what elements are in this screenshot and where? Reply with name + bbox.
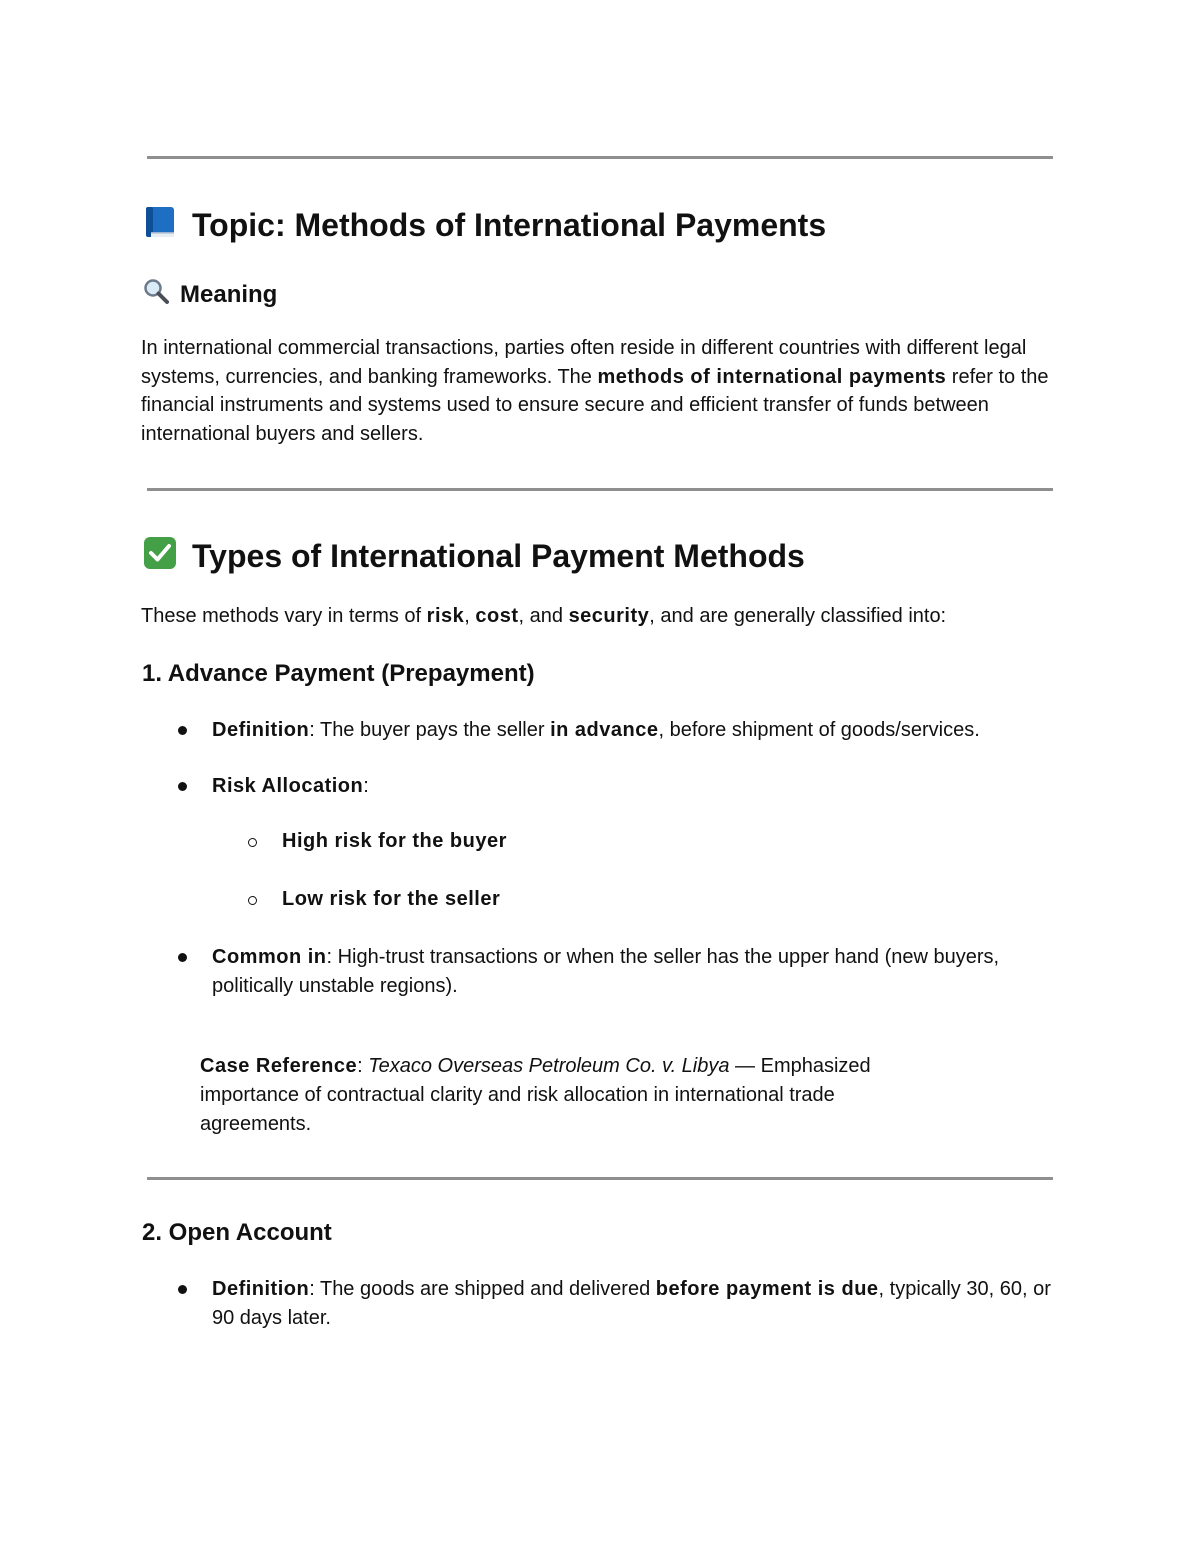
advance-payment-heading: 1. Advance Payment (Prepayment): [142, 660, 535, 687]
blue-book-icon: [142, 204, 180, 248]
meaning-heading-text: Meaning: [180, 281, 278, 308]
horizontal-rule: [147, 1177, 1053, 1180]
bullet-icon: [178, 726, 187, 735]
meaning-heading: [142, 277, 277, 312]
advance-definition-item: Definition: The buyer pays the seller in advance, before shipment of goods/services.: [212, 719, 980, 741]
meaning-paragraph: In international commercial transactions, parties often reside in different countries with different legal systems, currencies, and banking frameworks. The methods of international payments refer to the financial instruments and systems used to ensure secure and efficient transfer of funds between international buyers and sellers.: [141, 337, 1049, 445]
case-name: Texaco Overseas Petroleum Co. v. Libya: [368, 1055, 730, 1077]
advance-risk-item: Risk Allocation:: [212, 775, 369, 797]
horizontal-rule: [147, 488, 1053, 491]
bullet-icon: [178, 782, 187, 791]
open-account-heading: 2. Open Account: [142, 1219, 332, 1246]
advance-common-item: Common in: High-trust transactions or when the seller has the upper hand (new buyers, politically unstable regions).: [212, 946, 1000, 997]
circle-bullet-icon: [248, 896, 257, 905]
horizontal-rule: [147, 156, 1053, 159]
risk-sub-item: High risk for the buyer: [282, 830, 507, 852]
risk-sub-item: Low risk for the seller: [282, 888, 501, 910]
bullet-icon: [178, 1285, 187, 1294]
case-reference-note: Case Reference: Texaco Overseas Petroleum Co. v. Libya — Emphasized importance of contractual clarity and risk allocation in international trade agreements.: [200, 1055, 871, 1135]
page-title: [142, 204, 826, 248]
types-intro: These methods vary in terms of risk, cost, and security, and are generally classified into:: [141, 605, 947, 627]
circle-bullet-icon: [248, 838, 257, 847]
check-mark-icon: [142, 535, 180, 579]
types-heading-text: Types of International Payment Methods: [192, 538, 805, 574]
bullet-icon: [178, 953, 187, 962]
types-heading: [142, 535, 805, 579]
bold-term: methods of international payments: [597, 365, 947, 388]
magnifier-icon: [142, 277, 172, 312]
open-definition-item: Definition: The goods are shipped and delivered before payment is due, typically 30, 60, or 90 days later.: [212, 1278, 1051, 1329]
page-title-text: Topic: Methods of International Payments: [192, 207, 827, 243]
